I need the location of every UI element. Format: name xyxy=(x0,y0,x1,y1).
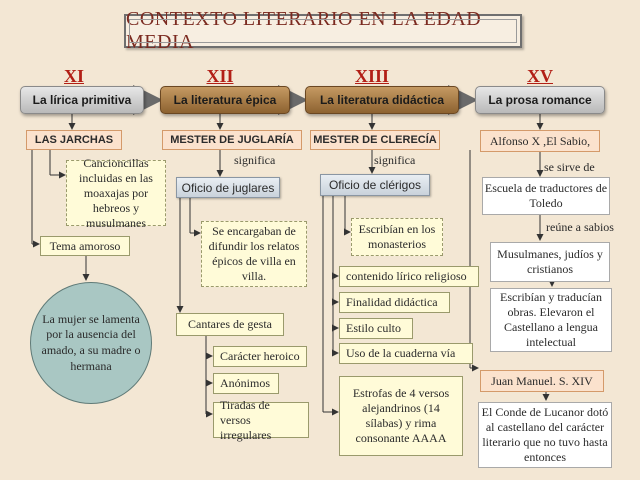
las-jarchas-box: LAS JARCHAS xyxy=(26,130,122,150)
tema-amoroso-box: Tema amoroso xyxy=(40,236,130,256)
finalidad-didactica-box: Finalidad didáctica xyxy=(339,292,450,313)
sirve-de-label: se sirve de xyxy=(544,160,595,174)
escribian-traducian-box: Escribían y traducían obras. Elevaron el Castellano a lengua intelectual xyxy=(490,288,612,352)
estrofas-versos-box: Estrofas de 4 versos alejandrinos (14 sílabas) y rima consonante AAAA xyxy=(339,376,463,456)
oficio-juglares-box: Oficio de juglares xyxy=(176,177,280,198)
alfonso-x-box: Alfonso X ,El Sabio, xyxy=(480,130,600,152)
category-literatura-epica: La literatura épica xyxy=(160,86,290,114)
juan-manuel-box: Juan Manuel. S. XIV xyxy=(480,370,604,392)
century-xii: XII xyxy=(206,66,234,86)
oficio-clerigos-box: Oficio de clérigos xyxy=(320,174,430,196)
escuela-traductores-box: Escuela de traductores de Toledo xyxy=(482,177,610,215)
cancioncillas-box: Cancioncillas incluidas en las moaxajas por hebreos y musulmanes xyxy=(66,160,166,226)
mester-clerecia-box: MESTER DE CLERECÍA xyxy=(310,130,440,150)
century-xv: XV xyxy=(527,66,553,86)
contenido-religioso-box: contenido lírico religioso xyxy=(339,266,479,287)
estilo-culto-box: Estilo culto xyxy=(339,318,413,339)
cantares-gesta-box: Cantares de gesta xyxy=(176,313,284,336)
conde-lucanor-box: El Conde de Lucanor dotó al castellano del carácter literario que no tuvo hasta entonces xyxy=(478,402,612,468)
mujer-lamenta-circle: La mujer se lamenta por la ausencia del amado, a su madre o hermana xyxy=(30,282,152,404)
anonimos-box: Anónimos xyxy=(213,373,279,394)
epica-significa-label: significa xyxy=(234,153,276,167)
title-inner-border xyxy=(129,19,517,43)
mester-juglaria-box: MESTER DE JUGLARÍA xyxy=(162,130,302,150)
category-literatura-didactica: La literatura didáctica xyxy=(305,86,459,114)
category-prosa-romance: La prosa romance xyxy=(475,86,605,114)
century-xi: XI xyxy=(63,66,84,86)
tiradas-versos-box: Tiradas de versos irregulares xyxy=(213,402,309,438)
caracter-heroico-box: Carácter heroico xyxy=(213,346,307,367)
century-xiii: XIII xyxy=(354,66,389,86)
didactica-significa-label: significa xyxy=(374,153,416,167)
diagram-title xyxy=(124,8,522,53)
cuaderna-via-box: Uso de la cuaderna vía xyxy=(339,343,473,364)
difundir-relatos-box: Se encargaban de difundir los relatos épicos de villa en villa. xyxy=(201,221,307,287)
title-text: CONTEXTO LITERARIO EN LA EDAD MEDIA xyxy=(126,8,482,53)
escribian-monasterios-box: Escribían en los monasterios xyxy=(351,218,443,256)
musulmanes-judios-box: Musulmanes, judíos y cristianos xyxy=(490,242,610,282)
category-lirica-primitiva: La lírica primitiva xyxy=(20,86,144,114)
reune-sabios-label: reúne a sabios xyxy=(546,220,614,234)
